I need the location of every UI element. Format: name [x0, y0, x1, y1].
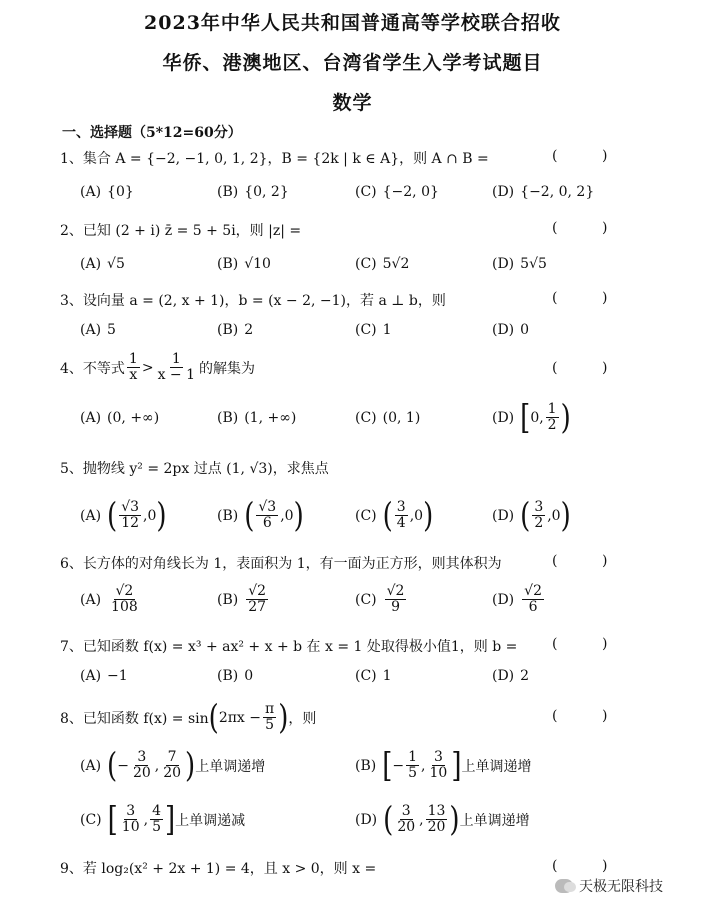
- q8-option-d: (D) ( $\frac{3}{20}$ , $\frac{13}{20}$ ) 上单调递增: [355, 800, 530, 840]
- q7-option-b: (B) 0: [217, 668, 254, 684]
- q6-option-d: (D) $\frac{√2}{6}$: [492, 583, 542, 616]
- q8-option-c: (C) [ $\frac{3}{10}$ , $\frac{4}{5}$ ] 上单调递减: [80, 800, 246, 840]
- answer-bracket: ( ): [552, 708, 608, 724]
- answer-bracket: ( ): [552, 148, 608, 164]
- q6-option-b: (B) $\frac{√2}{27}$: [217, 583, 267, 616]
- exam-subject: 数学: [332, 92, 373, 114]
- exam-title-line1: 2023年中华人民共和国普通高等学校联合招收: [144, 12, 561, 34]
- exam-title-line2: 华侨、港澳地区、台湾省学生入学考试题目: [162, 52, 543, 74]
- q3-option-c: (C) 1: [355, 322, 392, 338]
- q2-option-a: (A) √5: [80, 256, 125, 272]
- question-7-stem: 7、已知函数 f(x) = x³ + ax² + x + b 在 x = 1 处取得极小值1，则 b =: [60, 639, 518, 655]
- q7-option-a: (A) −1: [80, 668, 128, 684]
- q5-option-a: (A) ( $\frac{√3}{12}$ ,0 ): [80, 496, 167, 536]
- q5-option-b: (B) ( $\frac{√3}{6}$ ,0 ): [217, 496, 304, 536]
- q6-option-a: (A) $\frac{√2}{108}$: [80, 583, 138, 616]
- question-3-stem: 3、设向量 a = (2, x + 1)，b = (x − 2, −1)，若 a ⊥ b，则: [60, 293, 446, 309]
- q4-option-d: (D) [ 0, $\frac{1}{2}$ ): [492, 398, 571, 438]
- question-5-stem: 5、抛物线 y² = 2px 过点 (1, √3)，求焦点: [60, 461, 329, 477]
- q2-option-b: (B) √10: [217, 256, 271, 272]
- question-4-stem: 4、不等式 $\frac{1}{x}$ > $\frac{1}{x - 1}$ 的解集为: [60, 351, 256, 384]
- q4-option-a: (A) (0, +∞): [80, 410, 160, 426]
- q3-option-b: (B) 2: [217, 322, 254, 338]
- question-9-stem: 9、若 log₂(x² + 2x + 1) = 4，且 x > 0，则 x =: [60, 861, 377, 877]
- q2-option-c: (C) 5√2: [355, 256, 410, 272]
- q8-option-b: (B) [ − $\frac{1}{5}$ , $\frac{3}{10}$ ] 上单调递增: [355, 746, 532, 786]
- q7-option-d: (D) 2: [492, 668, 530, 684]
- q1-option-c: (C) {−2, 0}: [355, 184, 439, 200]
- q1-option-b: (B) {0, 2}: [217, 184, 289, 200]
- q4-option-c: (C) (0, 1): [355, 410, 421, 426]
- question-2-stem: 2、已知 (2 + i) z̄ = 5 + 5i，则 |z| =: [60, 223, 302, 239]
- watermark: [555, 876, 663, 896]
- q6-option-c: (C) $\frac{√2}{9}$: [355, 583, 405, 616]
- answer-bracket: ( ): [552, 360, 608, 376]
- answer-bracket: ( ): [552, 220, 608, 236]
- q3-option-a: (A) 5: [80, 322, 116, 338]
- q5-option-d: (D) ( $\frac{3}{2}$ ,0 ): [492, 496, 571, 536]
- q7-option-c: (C) 1: [355, 668, 392, 684]
- q3-option-d: (D) 0: [492, 322, 530, 338]
- question-8-stem: 8、已知函数 f(x) = sin ( 2πx − $\frac{\pi}{5}$ ) ，则: [60, 698, 317, 738]
- question-1-stem: 1、集合 A = {−2, −1, 0, 1, 2}，B = {2k | k ∈ A}，则 A ∩ B =: [60, 151, 489, 167]
- q1-option-a: (A) {0}: [80, 184, 134, 200]
- section-heading: 一、选择题（5*12=60分）: [62, 125, 242, 141]
- answer-bracket: ( ): [552, 858, 608, 874]
- question-6-stem: 6、长方体的对角线长为 1，表面积为 1，有一面为正方形，则其体积为: [60, 556, 502, 572]
- q5-option-c: (C) ( $\frac{3}{4}$ ,0 ): [355, 496, 434, 536]
- answer-bracket: ( ): [552, 636, 608, 652]
- answer-bracket: ( ): [552, 553, 608, 569]
- watermark-text: 天极无限科技: [579, 879, 663, 895]
- wechat-icon: [555, 879, 573, 893]
- answer-bracket: ( ): [552, 290, 608, 306]
- q1-option-d: (D) {−2, 0, 2}: [492, 184, 595, 200]
- q8-option-a: (A) ( − $\frac{3}{20}$ , $\frac{7}{20}$ ) 上单调递增: [80, 746, 266, 786]
- q4-option-b: (B) (1, +∞): [217, 410, 297, 426]
- q2-option-d: (D) 5√5: [492, 256, 547, 272]
